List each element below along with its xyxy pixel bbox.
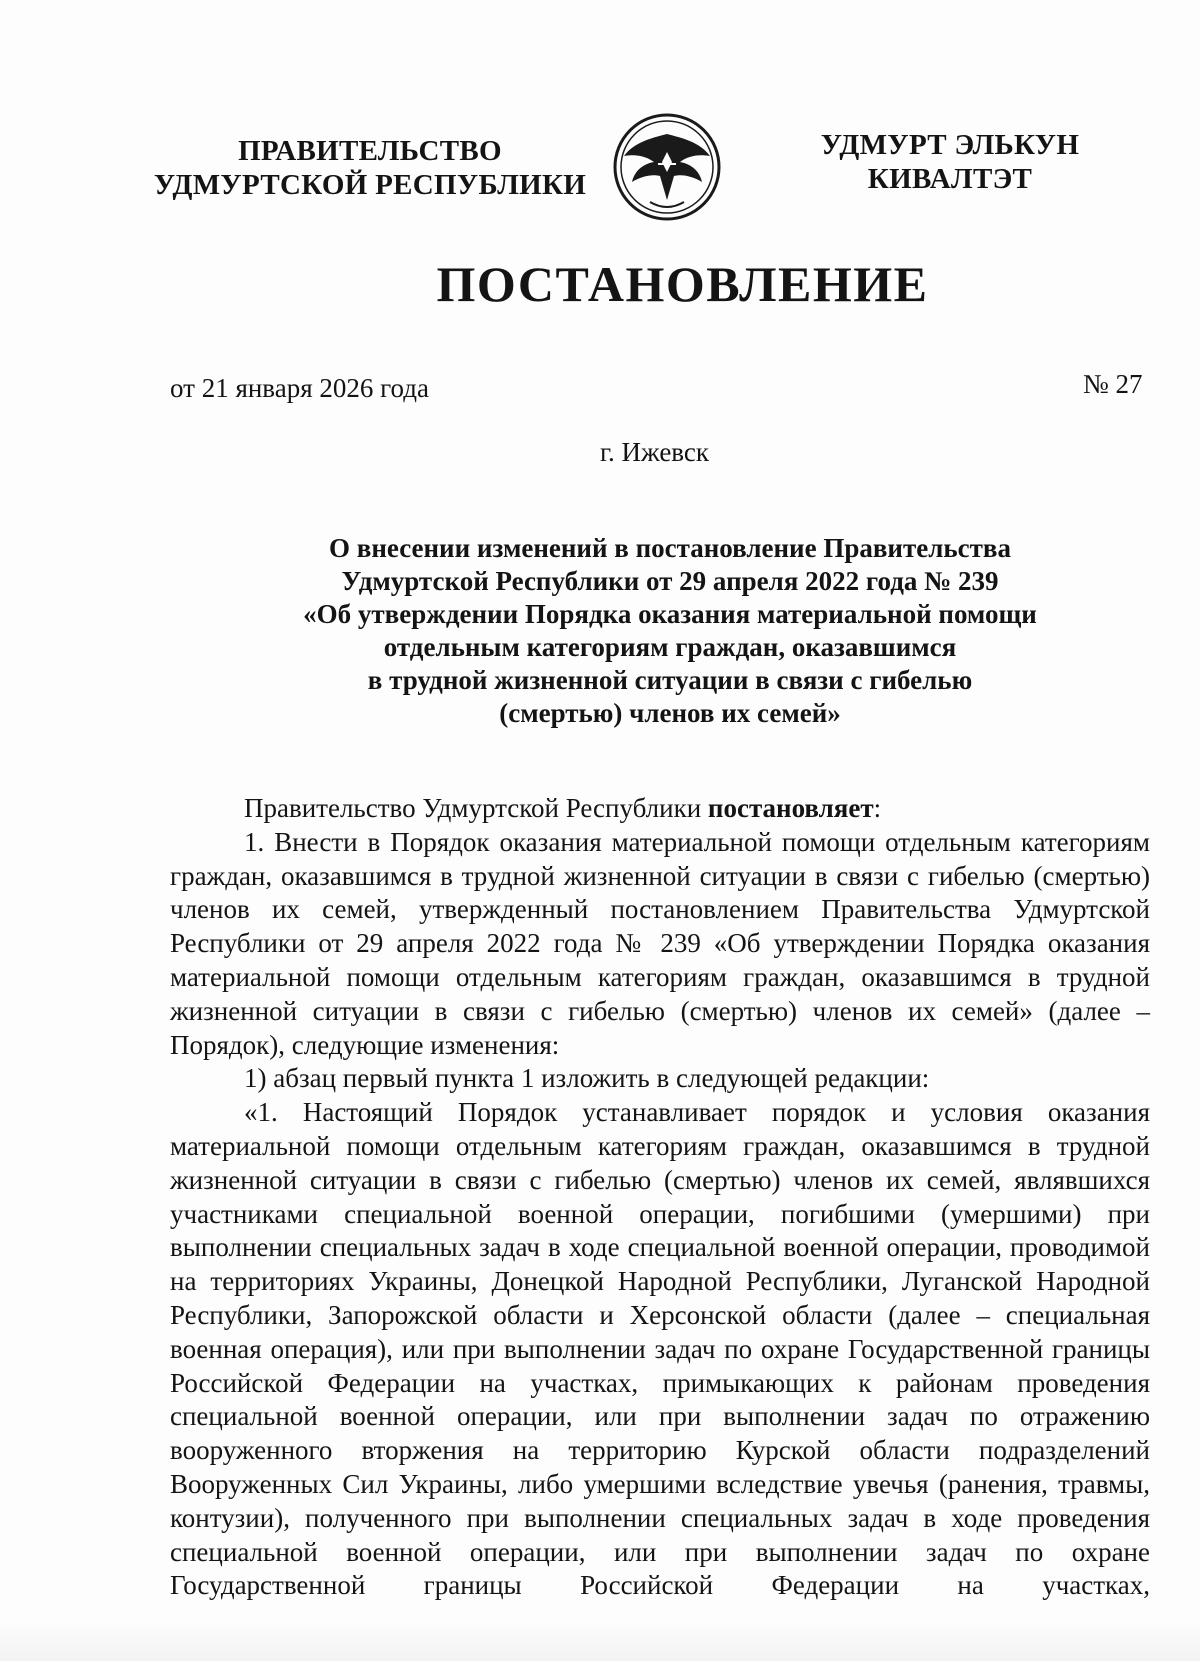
document-subject [250,532,1090,730]
header-left-line2: УДМУРТСКОЙ РЕСПУБЛИКИ [153,169,587,201]
udmurt-coat-of-arms-icon [612,112,722,222]
header-left-line1: ПРАВИТЕЛЬСТВО [238,135,502,167]
government-name-udmurt [790,128,1110,196]
subject-line: Удмуртской Республики от 29 апреля 2022 года № 239 [341,566,999,596]
document-number: № 27 [1083,369,1143,399]
subject-line: (смертью) членов их семей» [499,698,841,728]
paragraph-2: 1) абзац первый пункта 1 изложить в следующей редакции: [244,1063,930,1094]
document-date: от 21 января 2026 года [170,373,429,403]
document-body [170,792,1150,1603]
paragraph-1: 1. Внести в Порядок оказания материальной помощи отдельным категориям граждан, оказавшимся в трудной жизненной ситуации в связи с гибелью (смертью) членов их семей, утвержденный постановлением Правительства Удмуртской Республики от 29 апреля 2022 года № 239 «Об утверждении Порядка оказания материальной помощи отдельным категориям граждан, оказавшимся в трудной жизненной ситуации в связи с гибелью (смертью) членов их семей» (далее – Порядок), следующие изменения: [170,826,1150,1060]
document-title: ПОСТАНОВЛЕНИЕ [436,256,929,312]
subject-line: «Об утверждении Порядка оказания материальной помощи [303,599,1037,629]
document-city: г. Ижевск [600,437,710,467]
subject-line: отдельным категориям граждан, оказавшимся [383,632,957,662]
intro-paragraph [170,792,1150,826]
intro-text: Правительство Удмуртской Республики [244,793,708,823]
subject-line: в трудной жизненной ситуации в связи с гибелью [367,665,973,695]
scan-edge-shading [0,1621,1200,1661]
header-right-line1: УДМУРТ ЭЛЬКУН [820,129,1080,161]
intro-bold-keyword: постановляет [707,793,874,823]
subject-line: О внесении изменений в постановление Правительства [329,533,1011,563]
paragraph-3: «1. Настоящий Порядок устанавливает порядок и условия оказания материальной помощи отдельным категориям граждан, оказавшимся в трудной жизненной ситуации в связи с гибелью (смертью) членов их семей, являвшихся участниками специальной военной операции, погибшими (умершими) при выполнении специальных задач в ходе специальной военной операции, проводимой на территориях Украины, Донецкой Народной Республики, Луганской Народной Республики, Запорожской области и Херсонской области (далее – специальная военная операция), или при выполнении задач по охране Государственной границы Российской Федерации на участках, примыкающих к районам проведения специальной военной операции, или при выполнении задач по отражению вооруженного вторжения на территорию Курской области подразделений Вооруженных Сил Украины, либо умершими вследствие увечья (ранения, травмы, контузии), полученного при выполнении специальных задач в ходе проведения специальной военной операции, или при выполнении задач по охране Государственной границы Российской Федерации на участках, [170,1097,1150,1601]
header-right-line2: КИВАЛТЭТ [867,163,1033,195]
intro-end: : [873,793,882,823]
government-name-russian [150,134,590,202]
